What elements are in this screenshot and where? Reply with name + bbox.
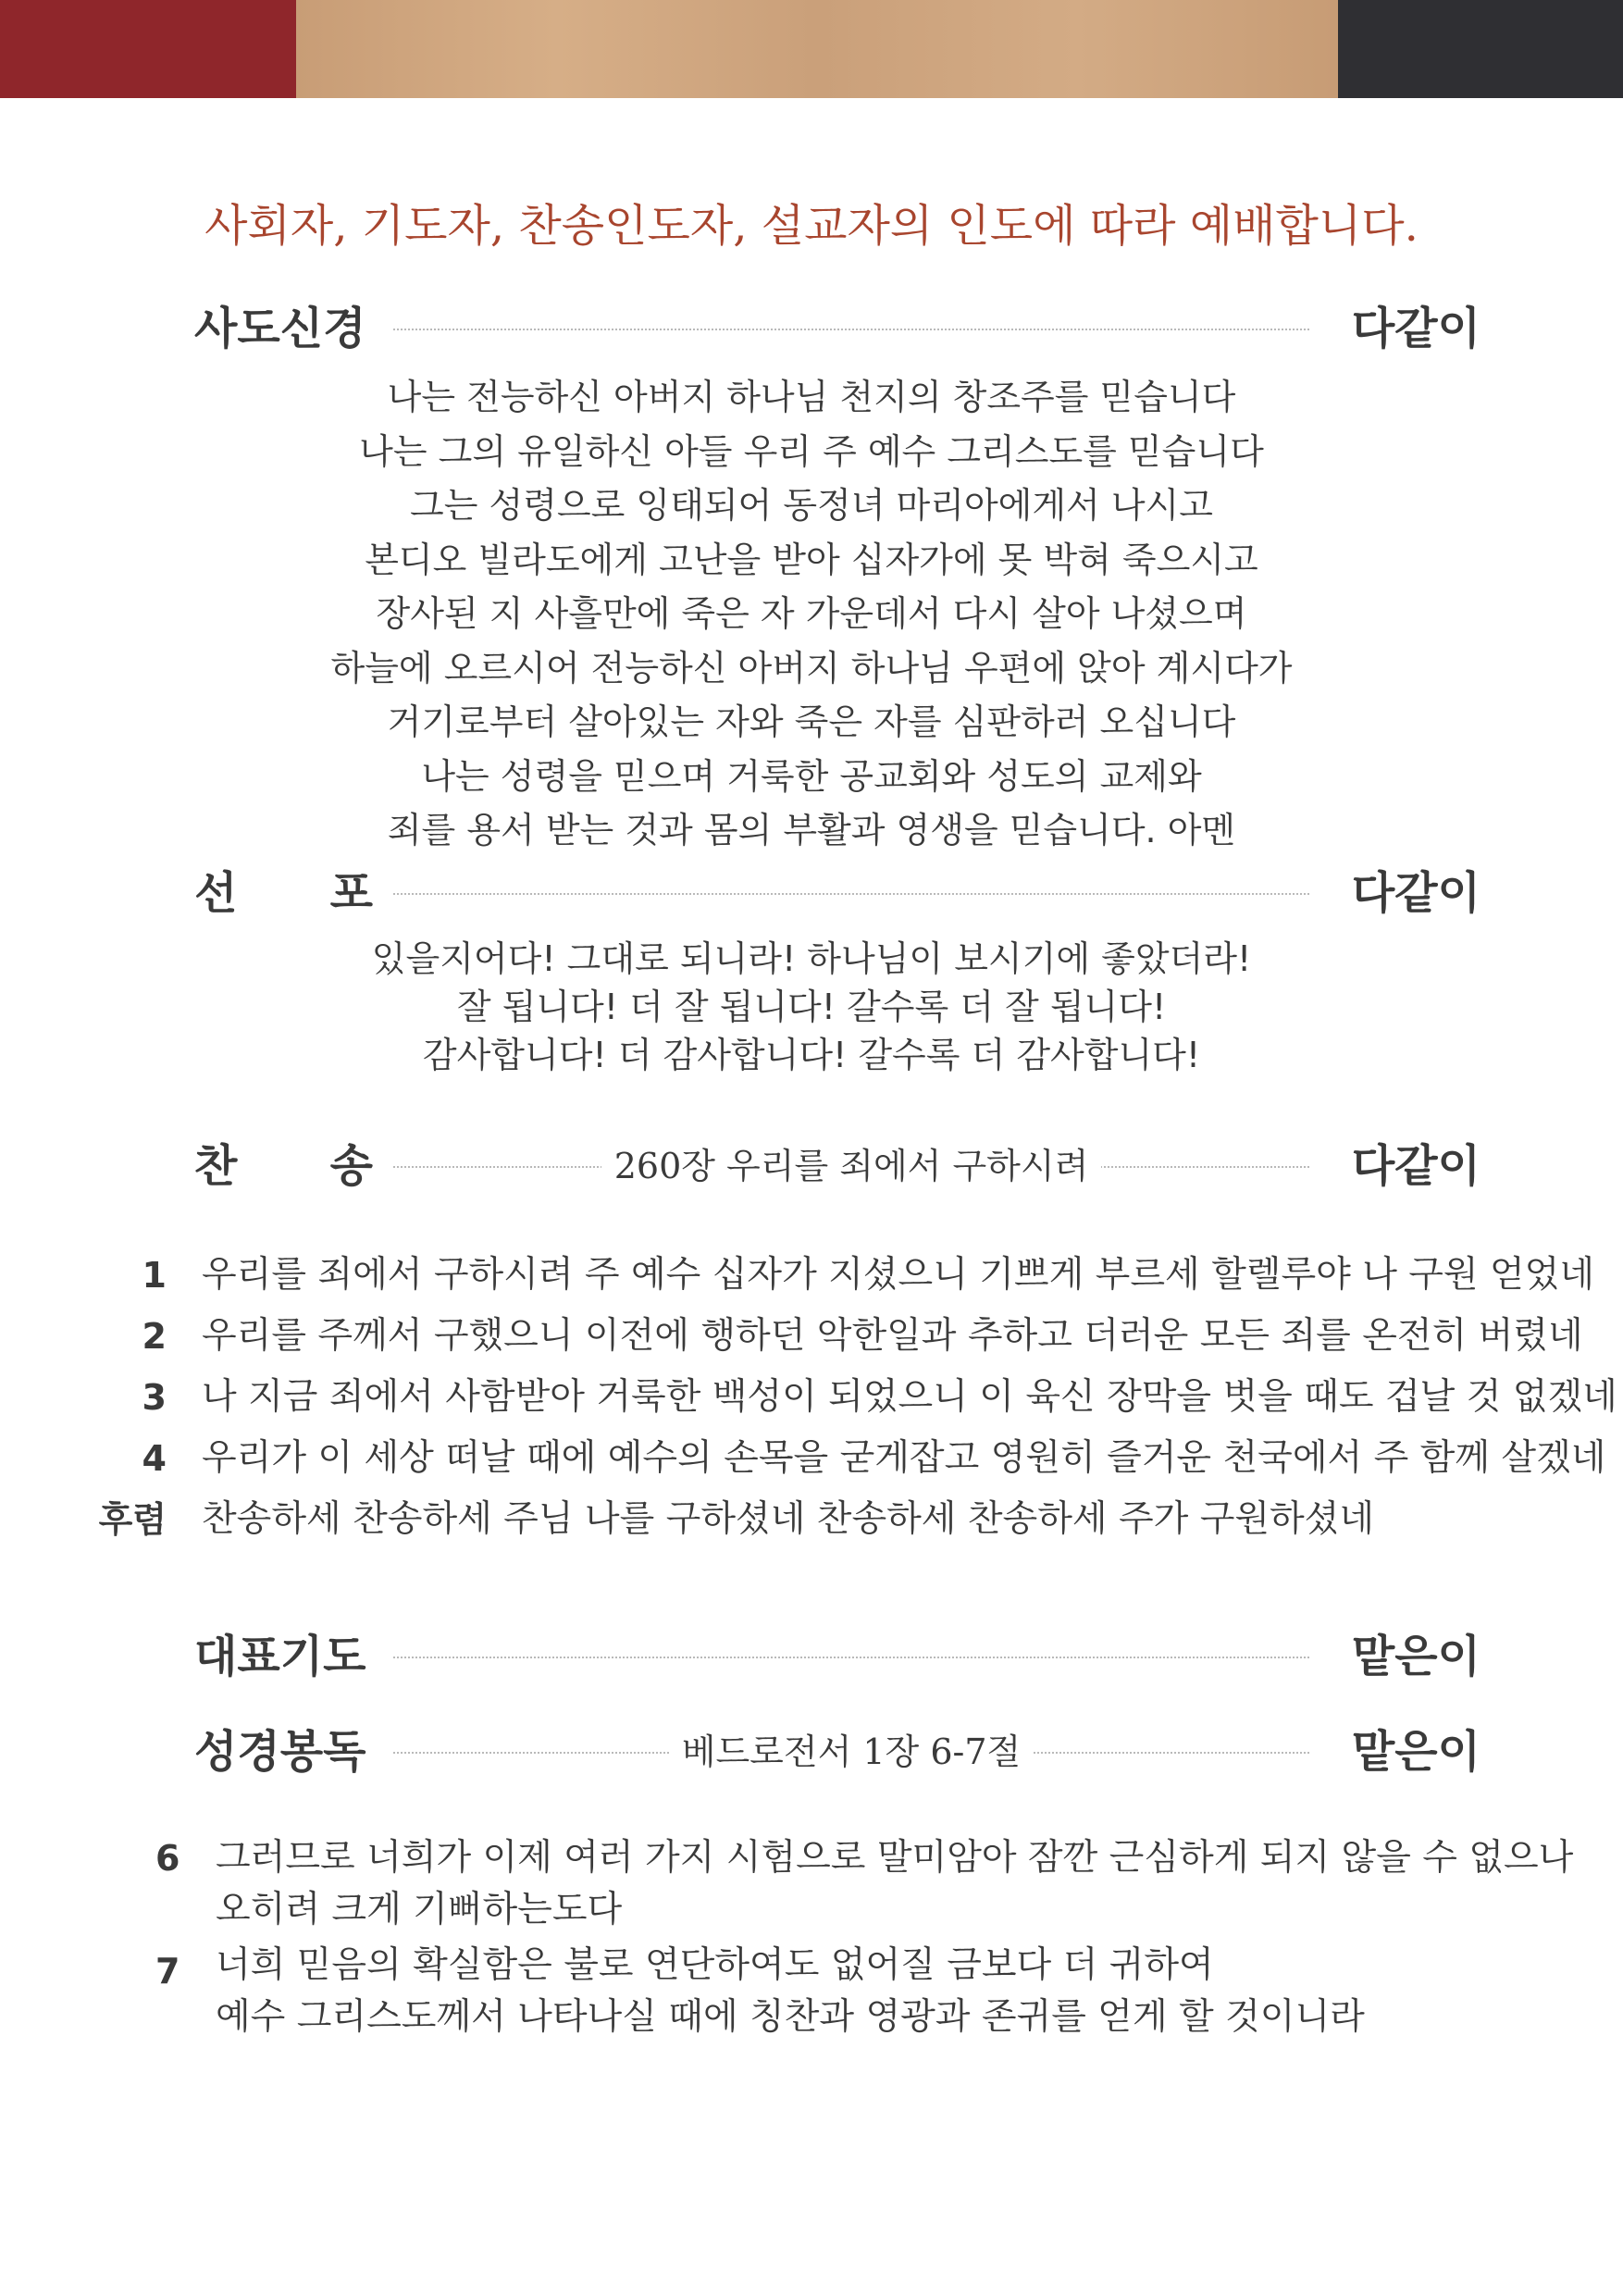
banner-paper-block xyxy=(296,0,1338,98)
verse-line: 오히려 크게 기뻐하는도다 xyxy=(216,1889,623,1930)
creed-line: 나는 성령을 믿으며 거룩한 공교회와 성도의 교제와 xyxy=(421,755,1202,797)
creed-line: 나는 그의 유일하신 아들 우리 주 예수 그리스도를 믿습니다 xyxy=(359,430,1264,472)
section-title: 대표기도 xyxy=(194,1631,366,1682)
section-participant: 맡은이 xyxy=(1351,1726,1481,1778)
verse-number: 2 xyxy=(142,1316,167,1357)
dotted-leader xyxy=(393,1657,1309,1658)
creed-text xyxy=(0,370,1623,858)
section-declaration xyxy=(194,861,1481,925)
verse-text: 우리를 죄에서 구하시려 주 예수 십자가 지셨으니 기쁘게 부르세 할렐루야 나 구원 얻었네 xyxy=(202,1254,1595,1296)
creed-line: 하늘에 오르시어 전능하신 아버지 하나님 우편에 앉아 계시다가 xyxy=(330,647,1293,689)
verse-line: 예수 그리스도께서 나타나실 때에 칭찬과 영광과 존귀를 얻게 할 것이니라 xyxy=(216,1996,1365,2038)
verse-line: 그러므로 너희가 이제 여러 가지 시험으로 말미암아 잠깐 근심하게 되지 않을 수 없으나 xyxy=(216,1837,1574,1879)
verse-line: 너희 믿음의 확실함은 불로 연단하여도 없어질 금보다 더 귀하여 xyxy=(216,1944,1214,1986)
section-hymn xyxy=(194,1134,1481,1198)
section-title: 찬 송 xyxy=(194,1140,374,1192)
banner-dark-block xyxy=(1338,0,1623,98)
verse-number: 1 xyxy=(142,1255,167,1296)
declaration-line: 있을지어다! 그대로 되니라! 하나님이 보시기에 좋았더라! xyxy=(371,938,1252,979)
hymn-verse xyxy=(0,1306,1623,1367)
hymn-verse xyxy=(0,1367,1623,1428)
declaration-text xyxy=(0,935,1623,1079)
verse-number: 6 xyxy=(155,1838,180,1879)
verse-number: 7 xyxy=(155,1951,180,1992)
section-title: 선 포 xyxy=(194,867,374,919)
banner-red-block xyxy=(0,0,296,98)
verse-number: 3 xyxy=(142,1377,167,1418)
creed-line: 장사된 지 사흘만에 죽은 자 가운데서 다시 살아 나셨으며 xyxy=(376,593,1247,634)
hymn-verse xyxy=(0,1245,1623,1306)
scripture-text xyxy=(0,1832,1623,2047)
section-participant: 다같이 xyxy=(1351,303,1481,354)
section-scripture-reading xyxy=(194,1719,1481,1784)
verse-number: 4 xyxy=(142,1438,167,1479)
section-title: 사도신경 xyxy=(194,303,366,354)
dotted-leader xyxy=(393,893,1309,895)
scripture-verse xyxy=(0,1832,1623,1936)
verse-text: 우리가 이 세상 떠날 때에 예수의 손목을 굳게잡고 영원히 즐거운 천국에서 주 함께 살겠네 xyxy=(202,1437,1606,1479)
scripture-verse xyxy=(0,1940,1623,2043)
scripture-passage: 베드로전서 1장 6-7절 xyxy=(669,1731,1035,1772)
verse-text: 우리를 주께서 구했으니 이전에 행하던 악한일과 추하고 더러운 모든 죄를 온전히 버렸네 xyxy=(202,1315,1583,1357)
dotted-leader xyxy=(393,329,1309,330)
top-banner xyxy=(0,0,1623,98)
hymn-verse xyxy=(0,1428,1623,1489)
section-participant: 다같이 xyxy=(1351,867,1481,919)
section-prayer xyxy=(194,1624,1481,1689)
hymn-lyrics xyxy=(0,1245,1623,1550)
verse-text: 나 지금 죄에서 사함받아 거룩한 백성이 되었으니 이 육신 장막을 벗을 때도 겁날 것 없겠네 xyxy=(202,1376,1617,1418)
refrain-label: 후렴 xyxy=(98,1499,167,1540)
creed-line: 나는 전능하신 아버지 하나님 천지의 창조주를 믿습니다 xyxy=(387,377,1236,417)
worship-instruction: 사회자, 기도자, 찬송인도자, 설교자의 인도에 따라 예배합니다. xyxy=(204,200,1419,252)
hymn-number-title: 260장 우리를 죄에서 구하시려 xyxy=(601,1146,1102,1186)
section-apostles-creed xyxy=(194,296,1481,361)
refrain-text: 찬송하세 찬송하세 주님 나를 구하셨네 찬송하세 찬송하세 주가 구원하셨네 xyxy=(202,1498,1375,1540)
section-participant: 맡은이 xyxy=(1351,1631,1481,1682)
declaration-line: 감사합니다! 더 감사합니다! 갈수록 더 감사합니다! xyxy=(422,1035,1201,1075)
creed-line: 거기로부터 살아있는 자와 죽은 자를 심판하러 오십니다 xyxy=(387,701,1236,742)
creed-line: 죄를 용서 받는 것과 몸의 부활과 영생을 믿습니다. 아멘 xyxy=(387,810,1236,850)
section-title: 성경봉독 xyxy=(194,1726,366,1778)
section-participant: 다같이 xyxy=(1351,1140,1481,1192)
creed-line: 그는 성령으로 잉태되어 동정녀 마리아에게서 나시고 xyxy=(410,485,1213,526)
declaration-line: 잘 됩니다! 더 잘 됩니다! 갈수록 더 잘 됩니다! xyxy=(456,987,1167,1027)
hymn-refrain xyxy=(0,1489,1623,1550)
creed-line: 본디오 빌라도에게 고난을 받아 십자가에 못 박혀 죽으시고 xyxy=(365,539,1258,580)
